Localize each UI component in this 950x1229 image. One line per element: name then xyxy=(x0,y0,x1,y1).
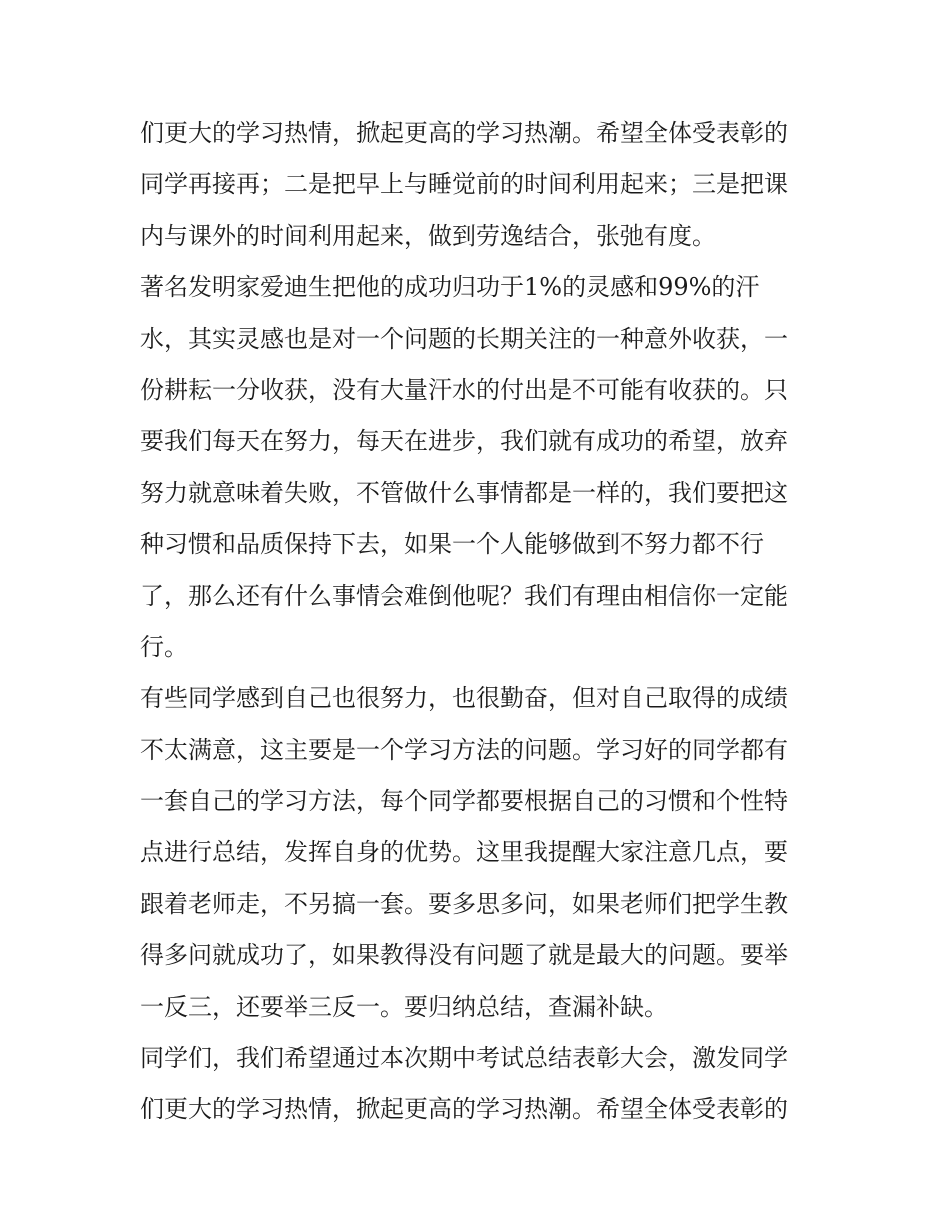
text-line: 一套自己的学习方法，每个同学都要根据自己的习惯和个性特 xyxy=(140,787,788,816)
text-line: 不太满意，这主要是一个学习方法的问题。学习好的同学都有 xyxy=(140,735,788,764)
text-line: 同学再接再；二是把早上与睡觉前的时间利用起来；三是把课 xyxy=(140,170,788,199)
text-line: 种习惯和品质保持下去，如果一个人能够做到不努力都不行 xyxy=(140,530,764,559)
text-line: 了，那么还有什么事情会难倒他呢？我们有理由相信你一定能 xyxy=(140,581,788,610)
text-line: 水，其实灵感也是对一个问题的长期关注的一种意外收获，一 xyxy=(140,324,788,353)
text-line: 跟着老师走，不另搞一套。要多思多问，如果老师们把学生教 xyxy=(140,889,788,918)
text-line: 内与课外的时间利用起来，做到劳逸结合，张弛有度。 xyxy=(140,221,716,250)
text-line: 份耕耘一分收获，没有大量汗水的付出是不可能有收获的。只 xyxy=(140,375,788,404)
text-line: 们更大的学习热情，掀起更高的学习热潮。希望全体受表彰的 xyxy=(140,119,788,147)
text-line: 著名发明家爱迪生把他的成功归功于1%的灵感和99%的汗 xyxy=(140,273,760,302)
body-text xyxy=(140,108,820,1136)
text-line: 点进行总结，发挥自身的优势。这里我提醒大家注意几点，要 xyxy=(140,838,788,867)
text-line: 同学们，我们希望通过本次期中考试总结表彰大会，激发同学 xyxy=(140,1044,788,1073)
text-line: 要我们每天在努力，每天在进步，我们就有成功的希望，放弃 xyxy=(140,427,788,456)
text-line: 行。 xyxy=(140,632,188,661)
text-line: 有些同学感到自己也很努力，也很勤奋，但对自己取得的成绩 xyxy=(140,684,788,713)
text-line: 们更大的学习热情，掀起更高的学习热潮。希望全体受表彰的 xyxy=(140,1095,788,1124)
text-line: 得多问就成功了，如果教得没有问题了就是最大的问题。要举 xyxy=(140,941,788,970)
text-line: 努力就意味着失败，不管做什么事情都是一样的，我们要把这 xyxy=(140,478,788,507)
text-line: 一反三，还要举三反一。要归纳总结，查漏补缺。 xyxy=(140,992,668,1021)
